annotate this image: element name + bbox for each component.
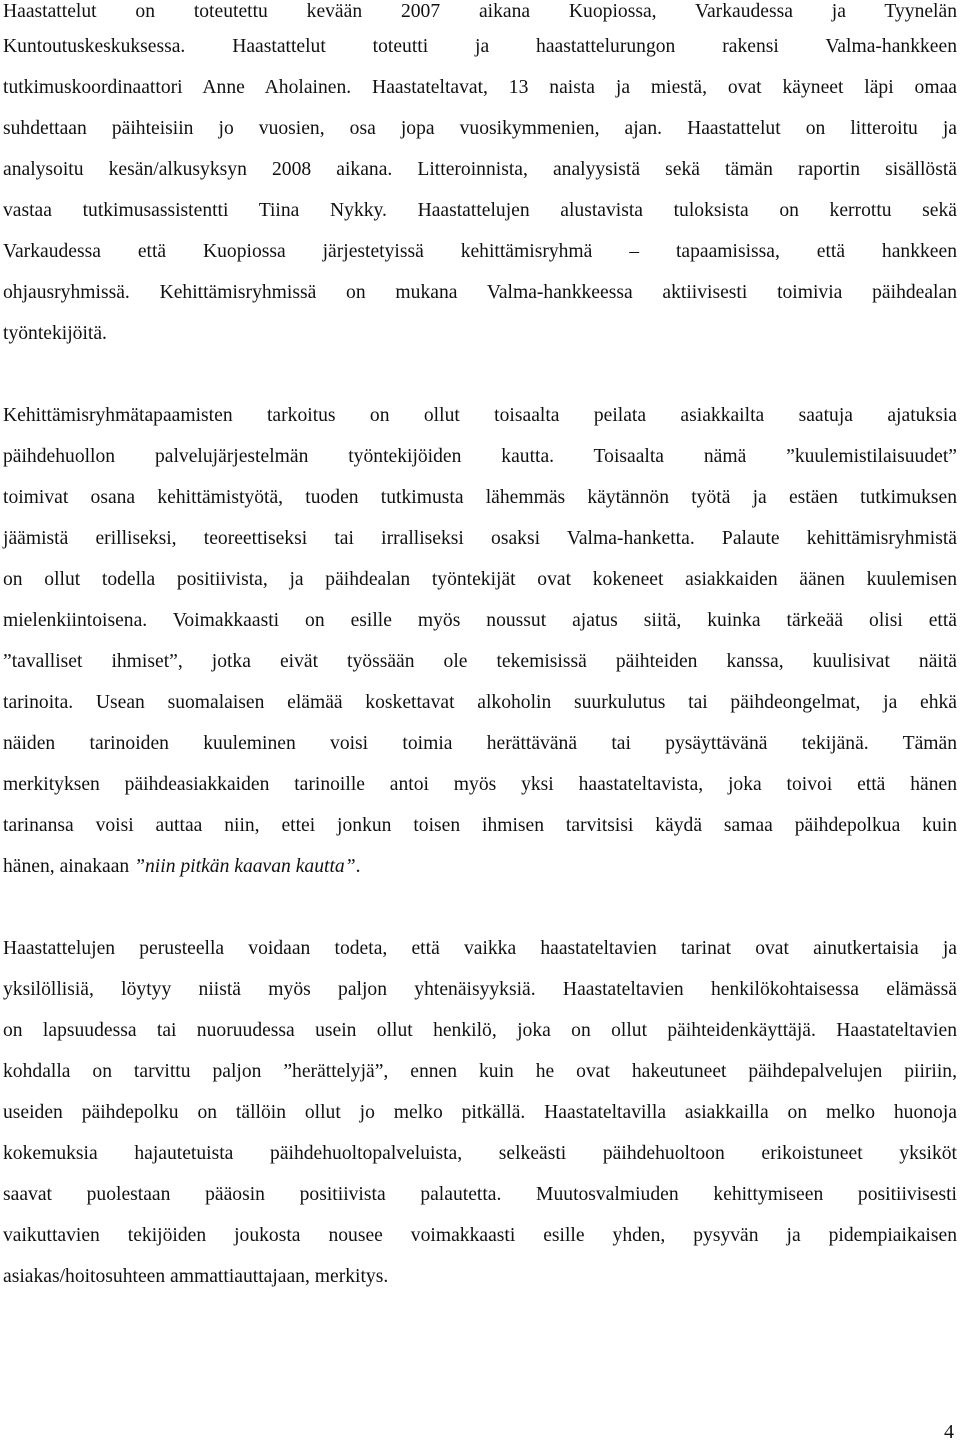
text-line: ohjausryhmissä. Kehittämisryhmissä on mukana Valma-hankkeessa aktiivisesti toimivia päihdealan [3,282,957,303]
text-span: . [355,856,361,877]
text-line: Varkaudessa että Kuopiossa järjestetyissä kehittämisryhmä – tapaamisissa, että hankkeen [3,241,957,262]
text-line: analysoitu kesän/alkusyksyn 2008 aikana. Litteroinnista, analyysistä sekä tämän raportin sisällöstä [3,159,957,180]
text-line: tutkimuskoordinaattori Anne Aholainen. Haastateltavat, 13 naista ja miestä, ovat käyneet läpi omaa [3,77,957,98]
text-line: tarinoita. Usean suomalaisen elämää koskettavat alkoholin suurkulutus tai päihdeongelmat, ja ehkä [3,692,957,713]
text-line [3,855,957,879]
text-line: Haastattelut on toteutettu kevään 2007 aikana Kuopiossa, Varkaudessa ja Tyynelän [3,1,957,22]
text-line: yksilöllisiä, löytyy niistä myös paljon yhtenäisyyksiä. Haastateltavien henkilökohtaisessa elämässä [3,979,957,1000]
text-line: työntekijöitä. [3,323,107,344]
text-line: Kehittämisryhmätapaamisten tarkoitus on ollut toisaalta peilata asiakkailta saatuja ajatuksia [3,405,957,426]
text-line: jäämistä erilliseksi, teoreettiseksi tai irralliseksi osaksi Valma-hanketta. Palaute kehittämisryhmistä [3,528,957,549]
text-line: on lapsuudessa tai nuoruudessa usein ollut henkilö, joka on ollut päihteidenkäyttäjä. Haastateltavien [3,1020,957,1041]
page-number: 4 [944,1421,954,1443]
text-line: suhdettaan päihteisiin jo vuosien, osa jopa vuosikymmenien, ajan. Haastattelut on litteroitu ja [3,118,957,139]
text-line: vastaa tutkimusassistentti Tiina Nykky. Haastattelujen alustavista tuloksista on kerrottu sekä [3,200,957,221]
text-line: kokemuksia hajautetuista päihdehuoltopalveluista, selkeästi päihdehuoltoon erikoistuneet yksiköt [3,1143,957,1164]
text-line: vaikuttavien tekijöiden joukosta nousee voimakkaasti esille yhden, pysyvän ja pidempiaikaisen [3,1225,957,1246]
text-line: näiden tarinoiden kuuleminen voisi toimia herättävänä tai pysäyttävänä tekijänä. Tämän [3,733,957,754]
text-line: tarinansa voisi auttaa niin, ettei jonkun toisen ihmisen tarvitsisi käydä samaa päihdepolkua kuin [3,815,957,836]
text-line: kohdalla on tarvittu paljon ”herättelyjä”, ennen kuin he ovat hakeutuneet päihdepalvelujen piiriin, [3,1061,957,1082]
text-span: hänen, ainakaan [3,856,135,877]
text-line: useiden päihdepolku on tällöin ollut jo melko pitkällä. Haastateltavilla asiakkailla on melko huonoja [3,1102,957,1123]
text-line: saavat puolestaan pääosin positiivista palautetta. Muutosvalmiuden kehittymiseen positiivisesti [3,1184,957,1205]
text-line: päihdehuollon palvelujärjestelmän työntekijöiden kautta. Toisaalta nämä ”kuulemistilaisuudet” [3,446,957,467]
text-line: ”tavalliset ihmiset”, jotka eivät työssään ole tekemisissä päihteiden kanssa, kuulisivat näitä [3,651,957,672]
text-line: on ollut todella positiivista, ja päihdealan työntekijät ovat kokeneet asiakkaiden äänen kuulemisen [3,569,957,590]
text-line: mielenkiintoisena. Voimakkaasti on esille myös noussut ajatus siitä, kuinka tärkeää olisi että [3,610,957,631]
italic-quote: ”niin pitkän kaavan kautta” [134,856,356,877]
text-line: Haastattelujen perusteella voidaan todeta, että vaikka haastateltavien tarinat ovat ainutkertaisia ja [3,938,957,959]
text-line: merkityksen päihdeasiakkaiden tarinoille antoi myös yksi haastateltavista, joka toivoi että hänen [3,774,957,795]
text-line: asiakas/hoitosuhteen ammattiauttajaan, merkitys. [3,1266,389,1287]
text-line: toimivat osana kehittämistyötä, tuoden tutkimusta lähemmäs käytännön työtä ja estäen tutkimuksen [3,487,957,508]
text-line: Kuntoutuskeskuksessa. Haastattelut toteutti ja haastattelurungon rakensi Valma-hankkeen [3,36,957,57]
